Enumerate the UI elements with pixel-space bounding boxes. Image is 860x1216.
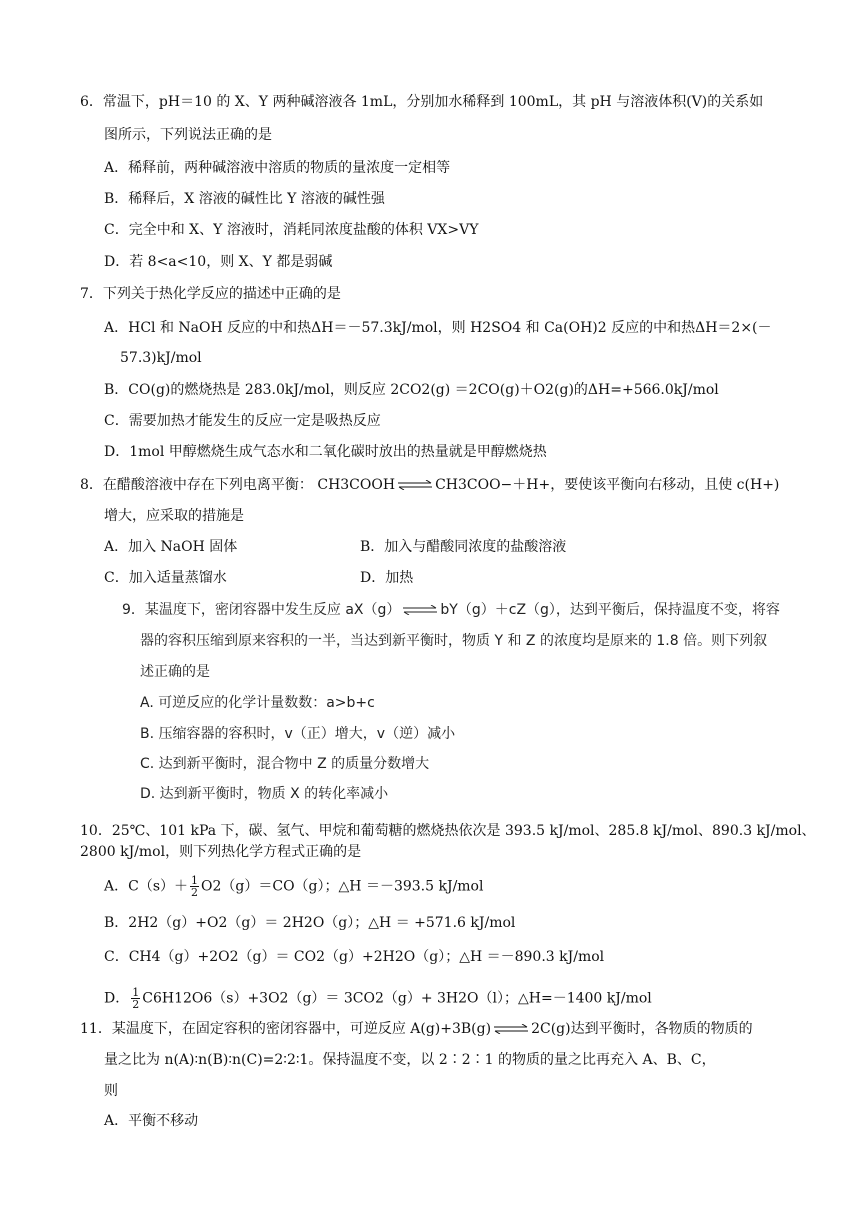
q11-stem-line1-post: 2C(g)达到平衡时，各物质的物质的: [531, 1021, 753, 1037]
q7-option-a-line2: 57.3)kJ/mol: [120, 350, 202, 366]
q7-option-c: C．需要加热才能发生的反应一定是吸热反应: [104, 413, 381, 429]
q8-option-b: B．加入与醋酸同浓度的盐酸溶液: [360, 539, 567, 555]
q6-option-a: A．稀释前，两种碱溶液中溶质的物质的量浓度一定相等: [104, 160, 451, 176]
q10-option-d-post: C6H12O6（s）+3O2（g）＝ 3CO2（g）+ 3H2O（l）；△H=－1400 kJ/mol: [142, 990, 652, 1007]
q6-stem-line2: 图所示，下列说法正确的是: [104, 127, 272, 143]
q9-option-b: B. 压缩容器的容积时，v（正）增大，v（逆）减小: [140, 726, 456, 742]
q11-stem-line1-pre: 11．某温度下，在固定容积的密闭容器中，可逆反应 A(g)+3B(g): [80, 1021, 492, 1037]
q9-option-a: A. 可逆反应的化学计量数数：a>b+c: [140, 695, 375, 711]
q6-option-b: B．稀释后，X 溶液的碱性比 Y 溶液的碱性强: [104, 191, 385, 207]
fraction-numerator: 1: [132, 986, 140, 999]
q9-stem-line1: [122, 600, 780, 620]
q7-stem: 7．下列关于热化学反应的描述中正确的是: [80, 286, 341, 302]
q10-option-d-pre: D．: [104, 990, 130, 1007]
q11-option-a: A．平衡不移动: [104, 1113, 199, 1129]
equilibrium-arrow-icon: [397, 480, 433, 490]
q11-stem-line1: [80, 1019, 753, 1039]
q10-option-b: B．2H2（g）+O2（g）＝ 2H2O（g）；△H ＝ +571.6 kJ/mol: [104, 915, 516, 931]
equilibrium-arrow-icon: [493, 1024, 529, 1034]
q11-stem-line3: 则: [104, 1083, 118, 1099]
fraction-one-half: [190, 875, 199, 898]
q8-option-d: D．加热: [360, 570, 414, 586]
q6-stem-line1: 6．常温下，pH＝10 的 X、Y 两种碱溶液各 1mL，分别加水稀释到 100mL，其 pH 与溶液体积(V)的关系如: [80, 94, 764, 110]
q8-stem-line1-post: CH3COO−＋H+，要使该平衡向右移动，且使 c(H+): [435, 477, 780, 493]
q9-stem-line2: 器的容积压缩到原来容积的一半，当达到新平衡时，物质 Y 和 Z 的浓度均是原来的 1.8 倍。则下列叙: [140, 633, 768, 649]
fraction-denominator: 2: [191, 886, 199, 899]
q10-option-a-pre: A．C（s）＋: [104, 878, 189, 895]
q8-stem-line2: 增大，应采取的措施是: [104, 508, 244, 524]
q10-stem-line1: 10．25℃、101 kPa 下，碳、氢气、甲烷和葡萄糖的燃烧热依次是 393.5 kJ/mol、285.8 kJ/mol、890.3 kJ/mol、: [80, 823, 816, 839]
q8-option-a: A．加入 NaOH 固体: [104, 539, 238, 555]
q10-option-a: [104, 875, 483, 898]
q8-stem-line1: [80, 475, 779, 495]
fraction-denominator: 2: [132, 998, 140, 1011]
q7-option-d: D．1mol 甲醇燃烧生成气态水和二氧化碳时放出的热量就是甲醇燃烧热: [104, 444, 547, 460]
q8-option-c: C．加入适量蒸馏水: [104, 570, 227, 586]
q7-option-a-line1: A．HCl 和 NaOH 反应的中和热ΔH＝－57.3kJ/mol，则 H2SO4 和 Ca(OH)2 反应的中和热ΔH＝2×(－: [104, 320, 772, 336]
fraction-one-half: [131, 987, 140, 1010]
q10-option-d: [104, 987, 652, 1010]
q11-stem-line2: 量之比为 n(A)∶n(B)∶n(C)=2∶2∶1。保持温度不变，以 2∶2∶1 的物质的量之比再充入 A、B、C，: [104, 1052, 716, 1068]
q9-stem-line1-post: bY（g）＋cZ（g），达到平衡后，保持温度不变，将容: [440, 602, 780, 618]
q6-option-d: D．若 8<a<10，则 X、Y 都是弱碱: [104, 254, 333, 270]
q10-option-a-post: O2（g）＝CO（g）；△H ＝－393.5 kJ/mol: [201, 878, 484, 895]
equilibrium-arrow-icon: [402, 605, 438, 615]
q10-stem-line2: 2800 kJ/mol，则下列热化学方程式正确的是: [80, 844, 362, 860]
q9-stem-line3: 述正确的是: [140, 664, 210, 680]
q9-option-c: C. 达到新平衡时，混合物中 Z 的质量分数增大: [140, 756, 430, 772]
fraction-numerator: 1: [191, 874, 199, 887]
q10-option-c: C．CH4（g）+2O2（g）＝ CO2（g）+2H2O（g）；△H ＝－890.3 kJ/mol: [104, 949, 605, 965]
q7-option-b: B．CO(g)的燃烧热是 283.0kJ/mol，则反应 2CO2(g) ＝2CO(g)＋O2(g)的ΔH=+566.0kJ/mol: [104, 382, 719, 398]
q6-option-c: C．完全中和 X、Y 溶液时，消耗同浓度盐酸的体积 VX>VY: [104, 222, 479, 238]
q8-stem-line1-pre: 8．在醋酸溶液中存在下列电离平衡： CH3COOH: [80, 477, 396, 493]
q9-stem-line1-pre: 9．某温度下，密闭容器中发生反应 aX（g）: [122, 602, 401, 618]
q9-option-d: D. 达到新平衡时，物质 X 的转化率减小: [140, 786, 389, 802]
